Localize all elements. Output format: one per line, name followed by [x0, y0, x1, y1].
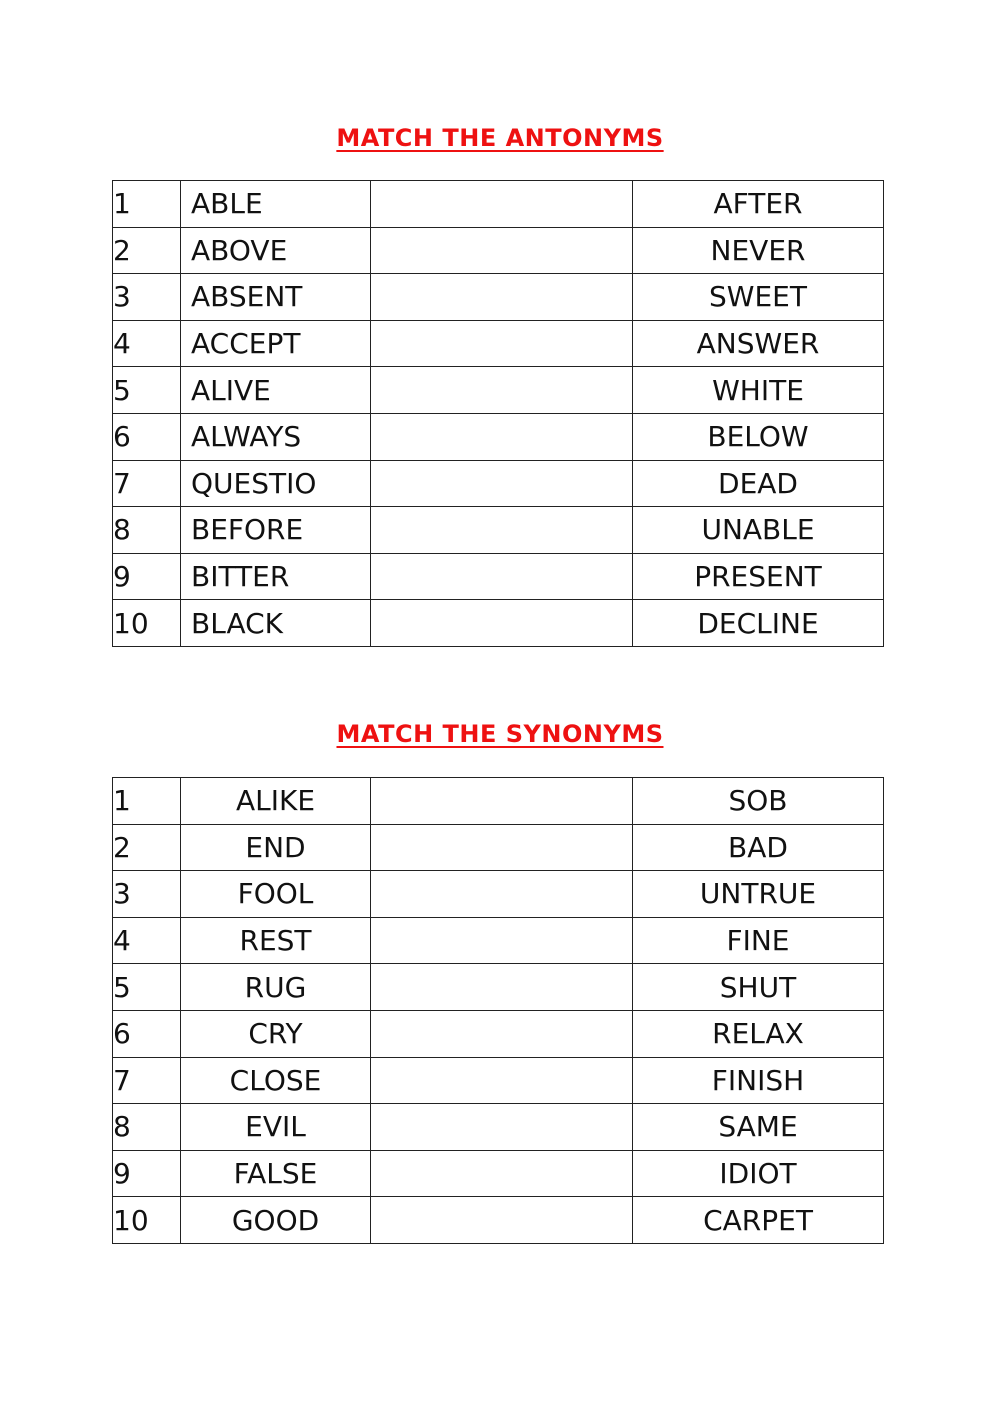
row-match-word: WHITE [633, 367, 884, 414]
table-row [113, 413, 884, 460]
row-word: ALIKE [181, 778, 371, 825]
row-word: ALWAYS [181, 413, 371, 460]
synonyms-title: MATCH THE SYNONYMS [336, 720, 664, 748]
answer-blank[interactable] [371, 460, 633, 507]
answer-blank[interactable] [371, 917, 633, 964]
row-word: BEFORE [181, 507, 371, 554]
answer-blank[interactable] [371, 274, 633, 321]
row-word: ALIVE [181, 367, 371, 414]
row-word: END [181, 824, 371, 871]
table-row [113, 227, 884, 274]
row-match-word: AFTER [633, 181, 884, 228]
row-number: 9 [113, 1150, 181, 1197]
row-match-word: BELOW [633, 413, 884, 460]
row-number: 3 [113, 274, 181, 321]
row-word: EVIL [181, 1104, 371, 1151]
row-word: BLACK [181, 600, 371, 647]
row-number: 10 [113, 1197, 181, 1244]
row-number: 4 [113, 917, 181, 964]
table-row [113, 600, 884, 647]
row-word: ACCEPT [181, 320, 371, 367]
table-row [113, 964, 884, 1011]
row-word: FALSE [181, 1150, 371, 1197]
answer-blank[interactable] [371, 871, 633, 918]
answer-blank[interactable] [371, 600, 633, 647]
row-word: CRY [181, 1010, 371, 1057]
table-row [113, 871, 884, 918]
row-word: ABOVE [181, 227, 371, 274]
row-number: 2 [113, 227, 181, 274]
table-row [113, 778, 884, 825]
row-number: 5 [113, 367, 181, 414]
row-match-word: ANSWER [633, 320, 884, 367]
row-word: CLOSE [181, 1057, 371, 1104]
answer-blank[interactable] [371, 507, 633, 554]
row-match-word: SHUT [633, 964, 884, 1011]
row-word: RUG [181, 964, 371, 1011]
table-row [113, 1104, 884, 1151]
answer-blank[interactable] [371, 778, 633, 825]
answer-blank[interactable] [371, 964, 633, 1011]
row-match-word: PRESENT [633, 553, 884, 600]
table-row [113, 181, 884, 228]
row-match-word: NEVER [633, 227, 884, 274]
answer-blank[interactable] [371, 367, 633, 414]
row-match-word: IDIOT [633, 1150, 884, 1197]
row-match-word: FINE [633, 917, 884, 964]
row-number: 7 [113, 1057, 181, 1104]
row-word: FOOL [181, 871, 371, 918]
table-row [113, 320, 884, 367]
row-number: 8 [113, 1104, 181, 1151]
answer-blank[interactable] [371, 824, 633, 871]
row-match-word: DECLINE [633, 600, 884, 647]
answer-blank[interactable] [371, 227, 633, 274]
row-match-word: SAME [633, 1104, 884, 1151]
answer-blank[interactable] [371, 553, 633, 600]
row-word: GOOD [181, 1197, 371, 1244]
row-match-word: FINISH [633, 1057, 884, 1104]
row-number: 4 [113, 320, 181, 367]
row-number: 6 [113, 413, 181, 460]
table-row [113, 1150, 884, 1197]
row-number: 8 [113, 507, 181, 554]
row-word: ABLE [181, 181, 371, 228]
row-word: REST [181, 917, 371, 964]
table-row [113, 367, 884, 414]
table-row [113, 460, 884, 507]
row-match-word: BAD [633, 824, 884, 871]
row-number: 1 [113, 181, 181, 228]
row-match-word: UNTRUE [633, 871, 884, 918]
row-match-word: UNABLE [633, 507, 884, 554]
row-number: 10 [113, 600, 181, 647]
row-number: 5 [113, 964, 181, 1011]
table-row [113, 274, 884, 321]
answer-blank[interactable] [371, 320, 633, 367]
answer-blank[interactable] [371, 413, 633, 460]
row-match-word: SOB [633, 778, 884, 825]
table-row [113, 507, 884, 554]
answer-blank[interactable] [371, 1057, 633, 1104]
row-word: BITTER [181, 553, 371, 600]
table-row [113, 824, 884, 871]
row-match-word: CARPET [633, 1197, 884, 1244]
table-row [113, 1057, 884, 1104]
row-number: 1 [113, 778, 181, 825]
row-number: 6 [113, 1010, 181, 1057]
row-match-word: RELAX [633, 1010, 884, 1057]
table-row [113, 1010, 884, 1057]
antonyms-table-body [113, 181, 884, 647]
row-number: 7 [113, 460, 181, 507]
table-row [113, 553, 884, 600]
row-number: 3 [113, 871, 181, 918]
answer-blank[interactable] [371, 1150, 633, 1197]
answer-blank[interactable] [371, 1010, 633, 1057]
row-number: 9 [113, 553, 181, 600]
answer-blank[interactable] [371, 1104, 633, 1151]
table-row [113, 1197, 884, 1244]
antonyms-table [112, 180, 884, 647]
row-number: 2 [113, 824, 181, 871]
row-word: QUESTIO [181, 460, 371, 507]
antonyms-title: MATCH THE ANTONYMS [336, 124, 664, 152]
row-match-word: DEAD [633, 460, 884, 507]
row-match-word: SWEET [633, 274, 884, 321]
synonyms-table [112, 777, 884, 1244]
row-word: ABSENT [181, 274, 371, 321]
synonyms-table-body [113, 778, 884, 1244]
table-row [113, 917, 884, 964]
answer-blank[interactable] [371, 181, 633, 228]
answer-blank[interactable] [371, 1197, 633, 1244]
